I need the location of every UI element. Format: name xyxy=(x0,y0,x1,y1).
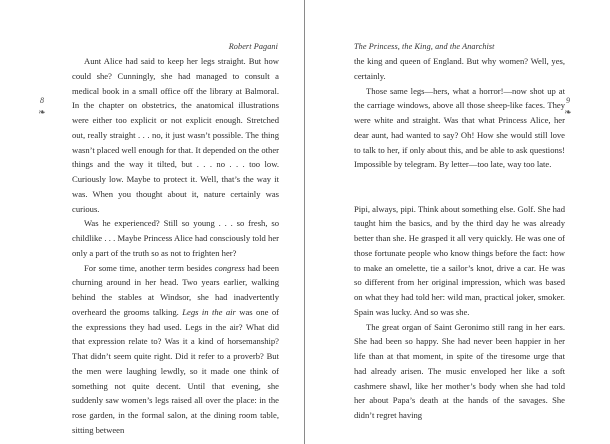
right-page-body-text xyxy=(354,54,565,423)
italic-phrase: Legs in the air xyxy=(182,306,236,317)
page-number-text: 8 xyxy=(40,96,44,105)
fleuron-ornament-icon: ❧ xyxy=(564,107,572,117)
running-head-title: The Princess, the King, and the Anarchist xyxy=(354,42,495,51)
text-run: The great organ of Saint Geronimo still rang in her ears. She had been so happy. She had never been happier in her life than at that moment, in spite of the tiresome urge that had already arisen. The music enveloped her like a soft cashmere shawl, like her mother’s body when she had told her about Papa’s death at the hands of the savages. She didn’t regret having xyxy=(354,321,565,420)
right-page xyxy=(305,0,610,444)
paragraph xyxy=(354,84,565,173)
text-run: For some time, another term besides xyxy=(84,262,215,273)
italic-phrase: congress xyxy=(214,262,245,273)
left-page xyxy=(0,0,304,444)
paragraph xyxy=(72,261,279,438)
left-page-body-text xyxy=(72,54,279,438)
text-run: Was he experienced? Still so young . . . so fresh, so childlike . . . Maybe Princess Alice had consciously told her only a part of the truth so as not to frighten her? xyxy=(72,218,279,258)
text-run: Those same legs—hers, what a horror!—now shot up at the carriage windows, above all those sheep-like faces. They were white and straight. Was that what Princess Alice, her dear aunt, had wanted to say? Oh! How she would still love to talk to her, if only about this, and be able to ask questions! Impossible by telegram. By letter—too late, way too late. xyxy=(354,85,565,170)
text-run: Pipi, always, pipi. Think about something else. Golf. She had taught him the basics, and by the third day he was already better than she. He grasped it all very quickly. He was one of those fortunate people who know things before the fact: how to make an omelette, tie a sailor’s knot, drive a car. He was so different from her original impression, which was based on what they had told her: wild man, practical joker, smoker. Spain was lucky. And so was she. xyxy=(354,203,565,317)
paragraph xyxy=(354,320,565,423)
paragraph xyxy=(354,54,565,84)
text-run: Aunt Alice had said to keep her legs straight. But how could she? Cunningly, she had managed to consult a medical book in a small office off the library at Balmoral. In the chapter on obstetrics, the anatomical illustrations were either too explicit or not explicit enough. Stretched out, really straight . . . no, it just wasn’t possible. The thing wasn’t placed well enough for that. It depended on the other things and the way it tilted, but . . . no . . . too low. Curiously low. Maybe to protect it. Well, that’s the way it was. When you thought about it, nature certainly was curious. xyxy=(72,56,279,214)
fleuron-ornament-icon: ❧ xyxy=(38,107,46,117)
text-run: had been churning around in her head. Two years earlier, walking behind the stables at Windsor, she had inadvertently overheard the grooms talking. xyxy=(72,262,279,317)
text-run: the king and queen of England. But why women? Well, yes, certainly. xyxy=(354,56,565,81)
running-head-author: Robert Pagani xyxy=(228,42,278,51)
paragraph xyxy=(354,202,565,320)
page-number xyxy=(35,96,49,117)
text-run: was one of the expressions they had used. Legs in the air? What did that expression relate to? Was it a kind of horsemanship? That didn’t seem quite right. Did it refer to a proverb? But the men were laughing lewdly, so it made one think of something not quite decent. Until that evening, she suddenly saw women’s legs raised all over the place: in the rose garden, in the formal salon, at the dining room table, sitting between xyxy=(72,306,279,435)
paragraph xyxy=(72,216,279,260)
page-number-text: 9 xyxy=(566,96,570,105)
paragraph xyxy=(72,54,279,216)
